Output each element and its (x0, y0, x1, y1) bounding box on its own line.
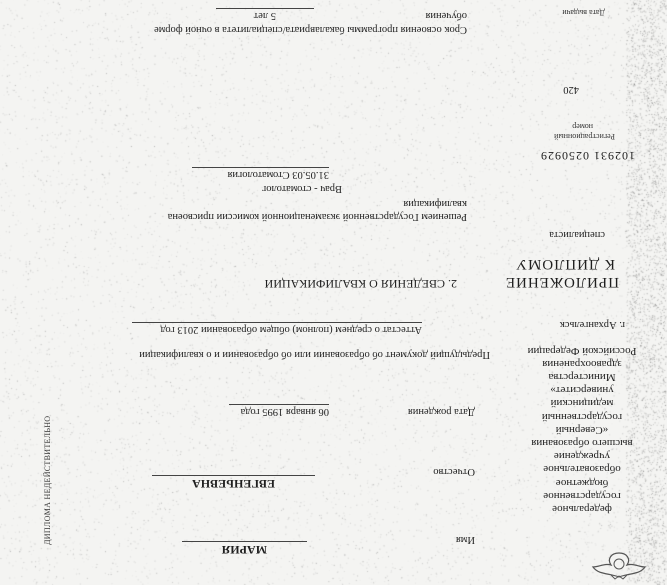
qualification-line-1: Врач - стоматолог (261, 183, 342, 194)
diploma-number: 102931 0250929 (540, 149, 635, 163)
title-line-2: К ДИПЛОМУ (515, 256, 615, 272)
term-line-2: обучения (425, 10, 467, 21)
term-line-1: Срок освоения программы бакалавриата/специалитета в очной форме (154, 24, 467, 35)
patronymic-label: Отчество (433, 466, 475, 477)
institution-line: бюджетное (555, 476, 609, 489)
institution-line: высшего образования (531, 437, 633, 450)
commission-line-1: Решением Государственной экзаменационной комиссии присвоена (167, 211, 467, 222)
side-stamp-text: ДИПЛОМА НЕДЕЙСТВИТЕЛЬНО (43, 415, 52, 545)
section-title: 2. СВЕДЕНИЯ О КВАЛИФИКАЦИИ (264, 277, 457, 291)
institution-line: Министерства (548, 371, 616, 384)
institution-line: федеральное (552, 503, 612, 515)
birth-value: 06 января 1995 года (229, 404, 329, 417)
patronymic-value: ЕВГЕНЬЕВНА (152, 475, 315, 490)
reg-number-value: 420 (563, 84, 579, 95)
name-value: МАРИЯ (182, 541, 307, 556)
prev-doc-value: Аттестат о среднем (полном) общем образовании 2013 год (132, 322, 422, 335)
reg-number-label: Регистрационный (554, 132, 615, 141)
institution-block (527, 344, 637, 515)
reg-number-label: номер (572, 122, 593, 131)
commission-line-2: квалификация (403, 198, 467, 209)
institution-line: Российской Федерации (527, 344, 637, 357)
title-line-1: ПРИЛОЖЕНИЕ (504, 274, 619, 290)
institution-line: учреждение (553, 450, 611, 463)
emblem-icon (589, 549, 649, 581)
subtitle: специалиста (549, 229, 605, 240)
birth-label: Дата рождения (407, 406, 475, 417)
city: г. Архангельск (559, 319, 625, 330)
issue-date-label: Дата выдачи (562, 8, 605, 17)
institution-line: государственное (543, 489, 621, 502)
prev-doc-label: Предыдущий документ об образовании или об образовании и о квалификации (139, 349, 490, 360)
term-value: 5 лет (216, 8, 314, 21)
institution-line: здравоохранения (542, 357, 622, 370)
institution-line: государственный (541, 410, 623, 423)
institution-line: медицинский (550, 397, 614, 410)
institution-line: «Северный (555, 423, 609, 436)
qualification-line-2: 31.05.03 Стоматология (192, 167, 329, 180)
institution-line: университет» (550, 384, 614, 397)
name-label: Имя (455, 534, 475, 545)
institution-line: образовательное (543, 463, 621, 476)
